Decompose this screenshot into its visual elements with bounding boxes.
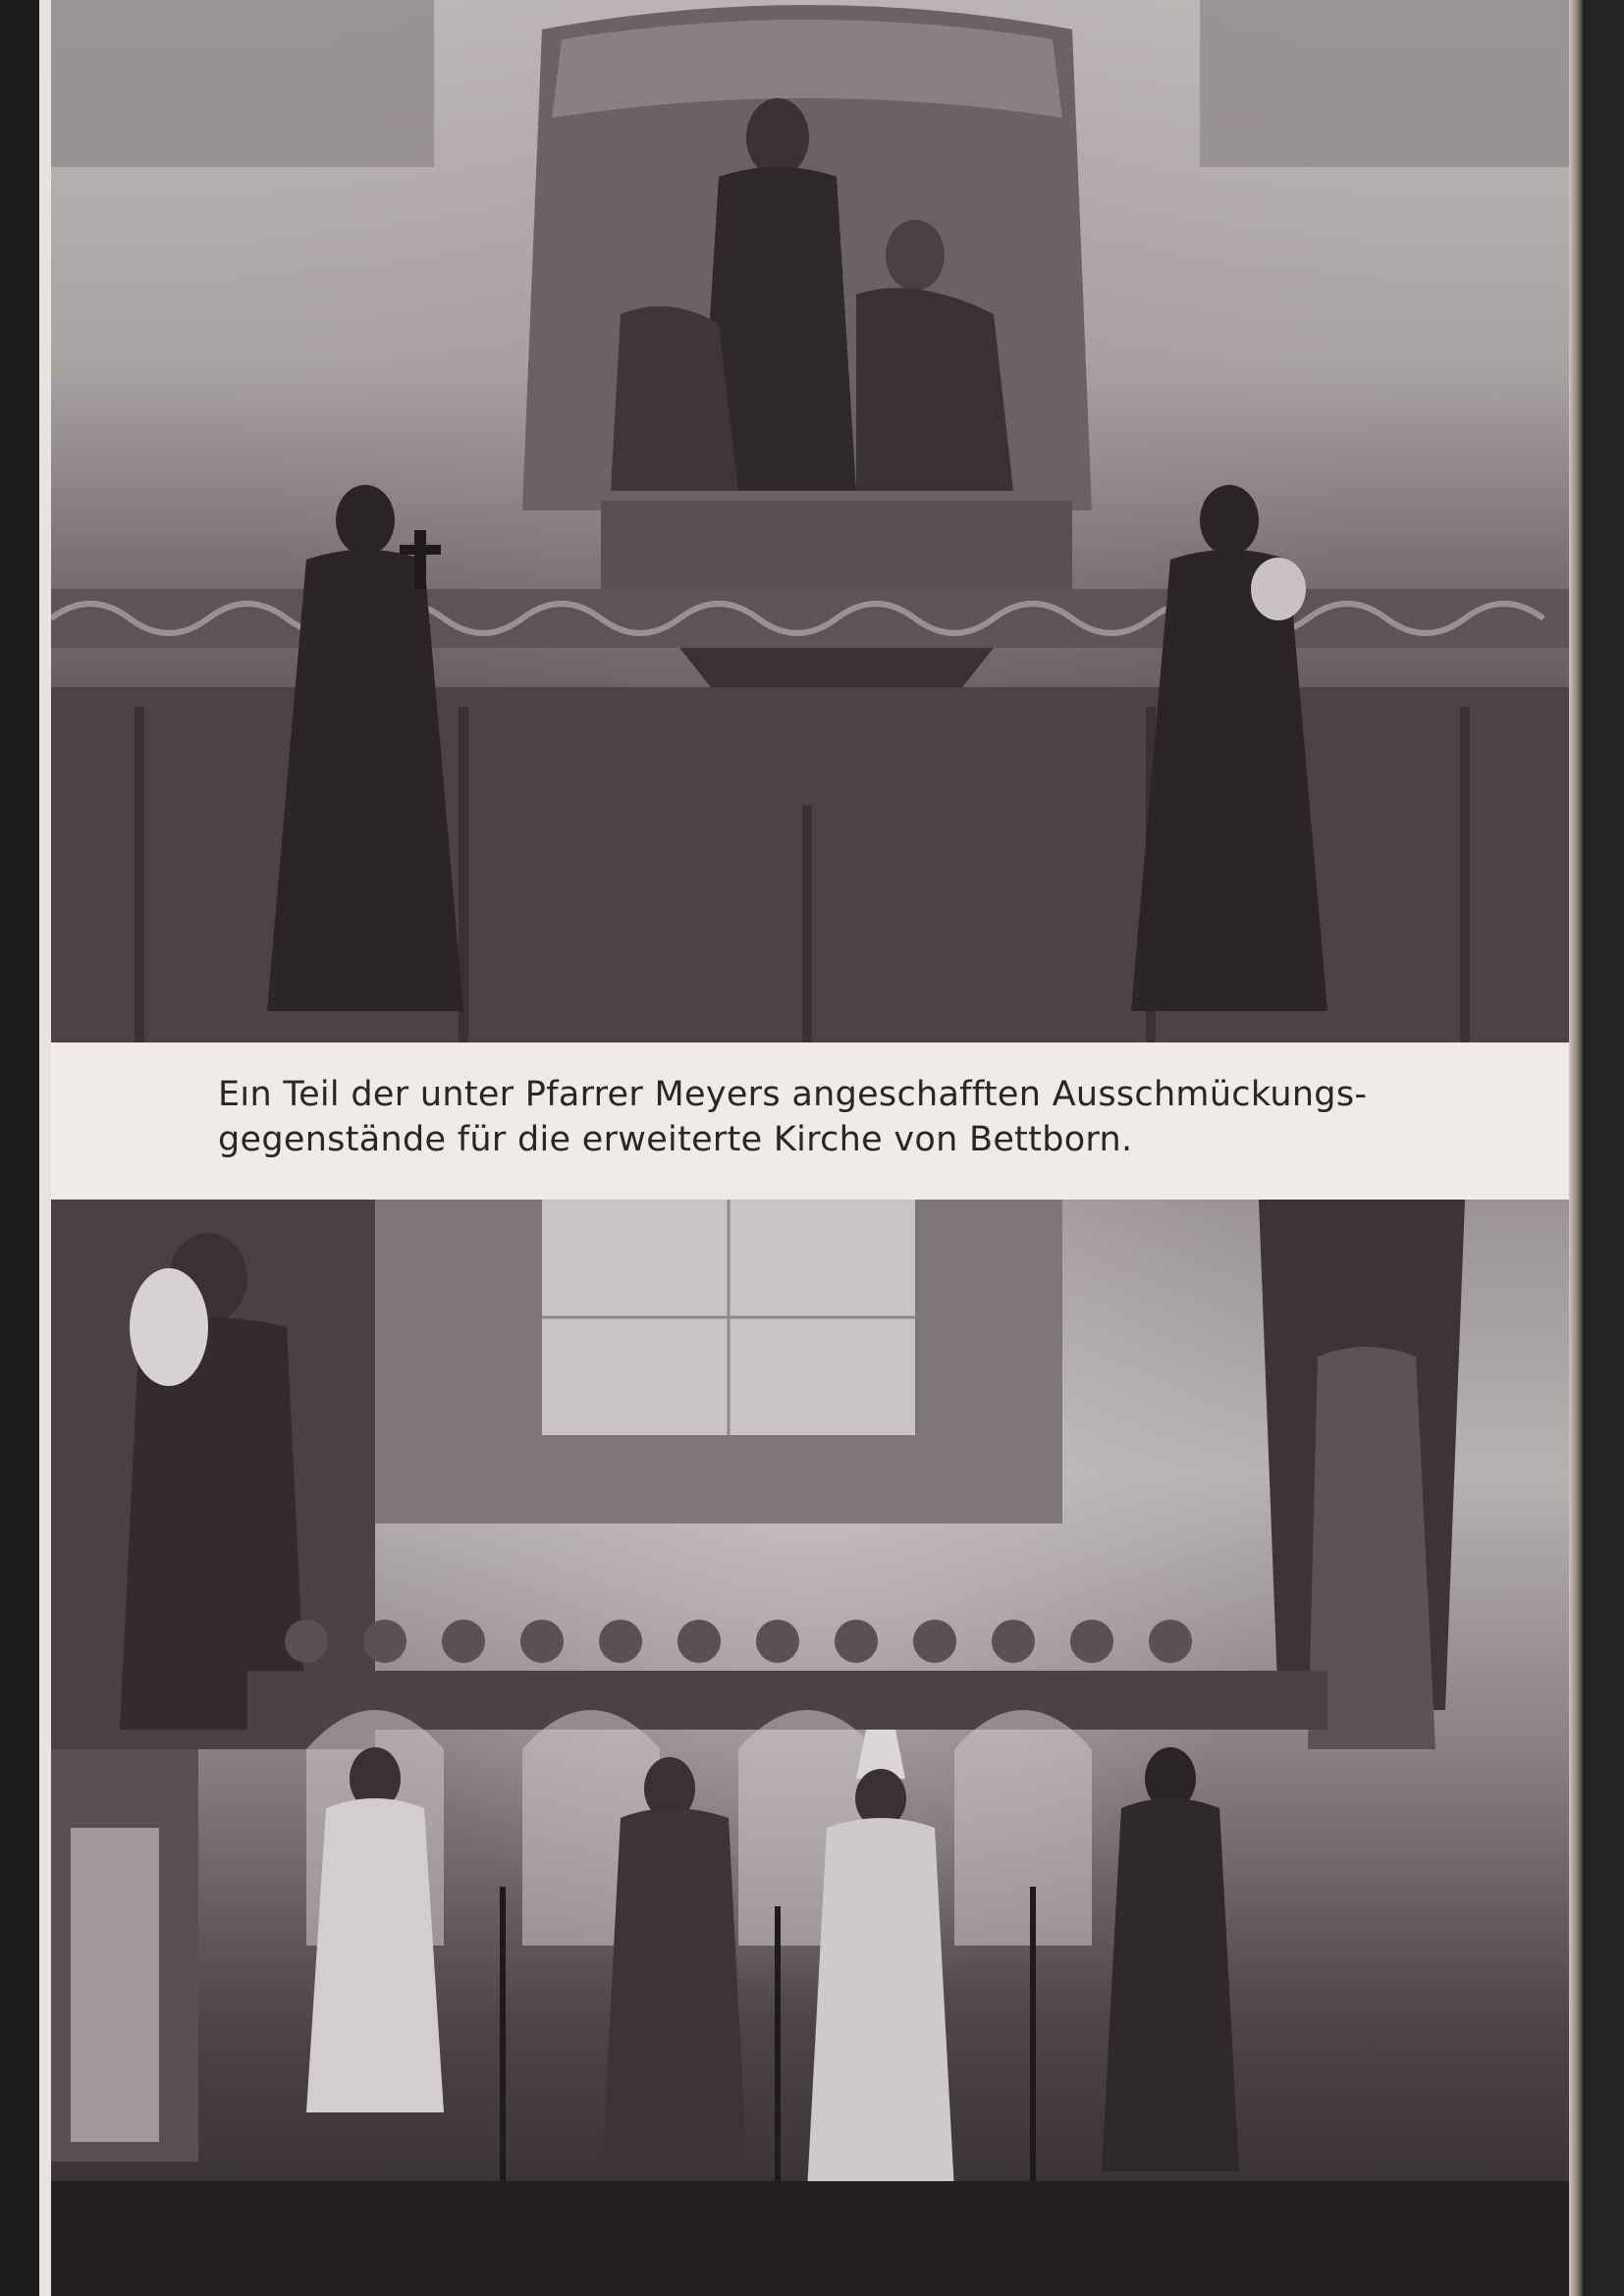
- photo-top-altar: [51, 0, 1569, 1042]
- caption-line-2: gegenstände für die erweiterte Kirche von Bettborn.: [218, 1120, 1133, 1159]
- caption-line-1: Eın Teil der unter Pfarrer Meyers angeschafften Ausschmückungs-: [218, 1075, 1368, 1114]
- book-edge: [1569, 0, 1583, 2296]
- photo-bottom-illustration: [51, 1200, 1569, 2296]
- photo-bottom-altar: [51, 1200, 1569, 2296]
- book-cover: [1583, 0, 1624, 2296]
- photo-top-illustration: [51, 0, 1569, 1042]
- photo-caption: [218, 1072, 1534, 1162]
